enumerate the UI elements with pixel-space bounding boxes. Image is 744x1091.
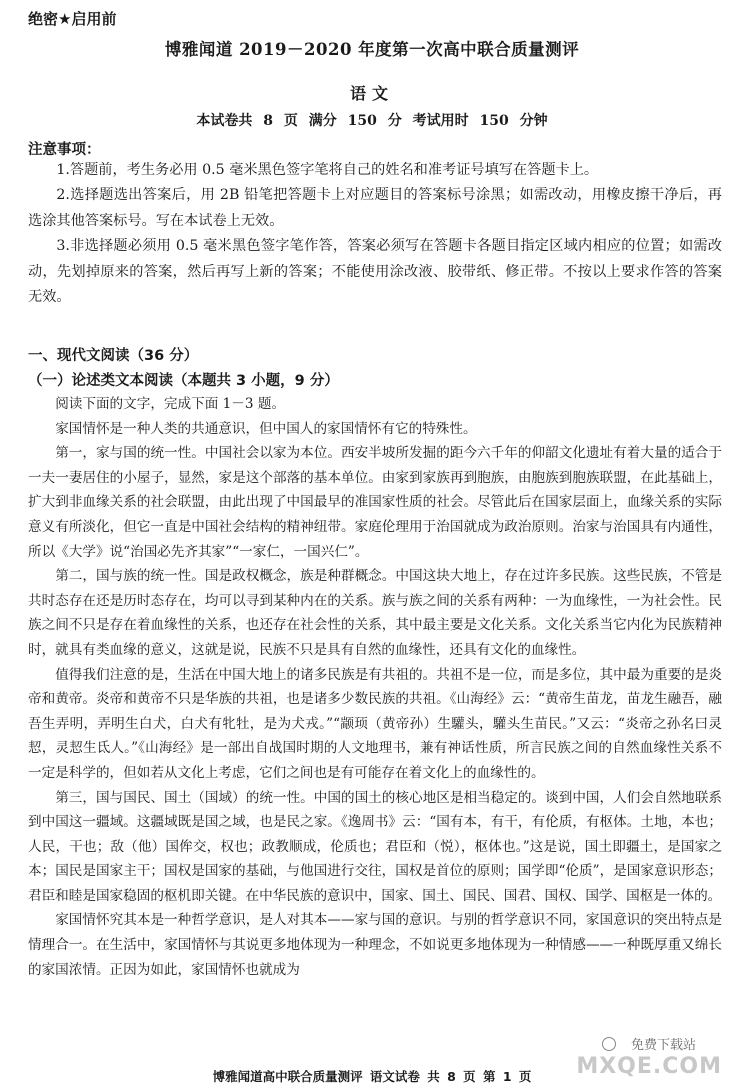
passage-paragraph: 第一，家与国的统一性。中国社会以家为本位。西安半坡所发掘的距今六千年的仰韶文化遗址有着大量的适合于一夫一妻居住的小屋子，显然，家是这个部落的基本单位。由家到家族再到胞族，由胞族到胞族联盟，在此基础上，扩大到非血缘关系的社会联盟，由此出现了中国最早的准国家性质的社会。尽管此后在国家层面上，血缘关系的实际意义有所淡化，但它一直是中国社会结构的精神纽带。家庭伦理用于治国就成为政治原则。治家与治国具有内通性，所以《大学》说“治国必先齐其家”“一家仁，一国兴仁”。 [28,445,722,560]
watermark-url: MXQE.COM [576,1054,722,1079]
passage-paragraph: 值得我们注意的是，生活在中国大地上的诸多民族是有共祖的。共祖不是一位，而是多位，其中最为重要的是炎帝和黄帝。炎帝和黄帝不只是华族的共祖，也是诸多少数民族的共祖。《山海经》云：“黄帝生苗龙，苗龙生融吾，融吾生弄明，弄明生白犬，白犬有牝牡，是为犬戎。”“颛顼（黄帝孙）生驩头，驩头生苗民。”又云：“炎帝之孙名曰灵恝，灵恝生氐人。”《山海经》是一部出自战国时期的人文地理书，兼有神话性质，所言民族之间的自然血缘性关系不一定是科学的，但如若从文化上考虑，它们之间也是有可能存在着文化上的血缘性的。 [28,666,722,781]
watermark-icon [602,1037,616,1051]
subject-title: 语文 [349,84,394,103]
notice-item: 3.非选择题必须用 0.5 毫米黑色签字笔作答，答案必须写在答题卡各题目指定区域内相应的位置；如需改动，先划掉原来的答案，然后再写上新的答案；不能使用涂改液、胶带纸、修正带。不按以上要求作答的答案无效。 [28,238,722,306]
confidential-label: 绝密★启用前 [28,10,117,28]
passage-paragraph: 家国情怀究其本是一种哲学意识，是人对其本——家与国的意识。与别的哲学意识不同，家国意识的突出特点是情理合一。在生活中，家国情怀与其说更多地体现为一种理念，不如说更多地体现为一种情感——一种既厚重又绵长的家国浓情。正因为如此，家国情怀也就成为 [28,912,722,978]
exam-info: 本试卷共 8 页 满分 150 分 考试用时 150 分钟 [196,113,548,129]
passage-paragraph: 第三，国与国民、国土（国域）的统一性。中国的国土的核心地区是相当稳定的。谈到中国，人们会自然地联系到中国这一疆域。这疆域既是国之域，也是民之家。《逸周书》云：“国有本，有干，有伦质，有枢体。土地，本也；人民，干也；敌（他）国侔交，权也；政教顺成，伦质也；君臣和（悦），枢体也。”这是说，国土即疆土，是国家之本；国民是国家主干；国权是国家的基础，与他国进行交往，国权是首位的原则；国学即“伦质”，是国家意识形态；君臣和睦是国家稳固的枢机即关键。在中华民族的意识中，国家、国土、国民、国君、国权、国学、国枢是一体的。 [28,789,722,904]
passage-paragraph: 阅读下面的文字，完成下面 1－3 题。 [55,396,286,412]
notice-item: 2.选择题选出答案后，用 2B 铅笔把答题卡上对应题目的答案标号涂黑；如需改动，用橡皮擦干净后，再选涂其他答案标号。写在本试卷上无效。 [28,187,722,229]
page-footer: 博雅闻道高中联合质量测评 语文试卷 共 8 页 第 1 页 [212,1069,532,1084]
reading-passage [28,392,722,982]
watermark-text: 免费下载站 [627,1034,700,1053]
section-heading: 一、现代文阅读（36 分） [28,348,199,364]
passage-paragraph: 第二，国与族的统一性。国是政权概念，族是种群概念。中国这块大地上，存在过许多民族。这些民族，不管是共时态存在还是历时态存在，均可以寻到某种内在的关系。族与族之间的关系有两种：一为血缘性，一为社会性。民族之间不只是存在着血缘性的关系，也还存在社会性的关系，其中最主要是文化关系。文化关系当它内化为民族精神时，就具有类血缘的意义，这就是说，民族不只是具有自然的血缘性，还具有文化的血缘性。 [28,568,722,658]
notice-list [28,158,722,310]
passage-paragraph: 家国情怀是一种人类的共通意识，但中国人的家国情怀有它的特殊性。 [55,420,477,437]
notice-item: 1.答题前，考生务必用 0.5 毫米黑色签字笔将自己的姓名和准考证号填写在答题卡上。 [56,162,599,178]
exam-title: 博雅闻道 2019－2020 年度第一次高中联合质量测评 [164,40,580,59]
subsection-heading: （一）论述类文本阅读（本题共 3 小题，9 分） [28,373,339,389]
notice-heading: 注意事项： [28,142,101,158]
